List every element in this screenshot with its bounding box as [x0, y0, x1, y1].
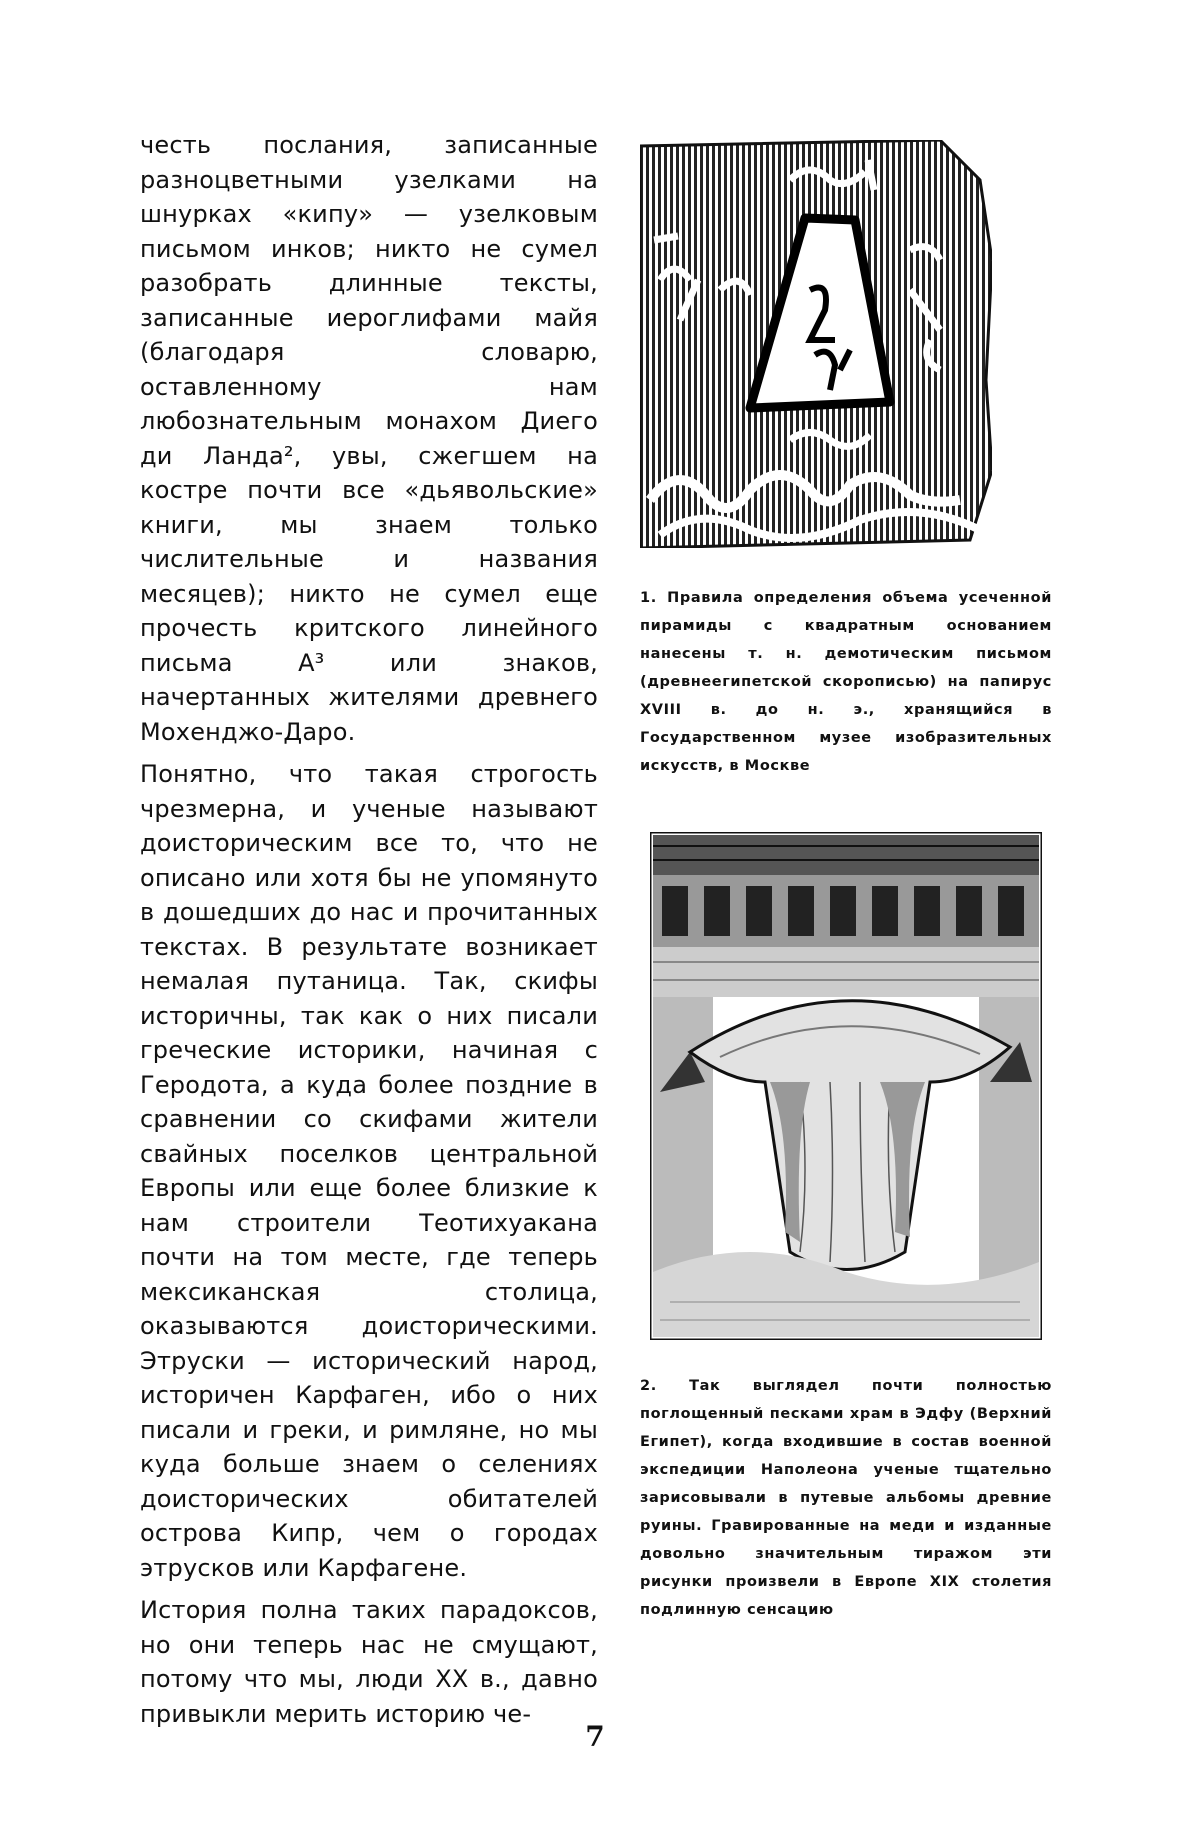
figure-2-caption: 2. Так выглядел почти полностью поглощенный песками храм в Эдфу (Верхний Египет), когда входившие в состав военной экспедиции Наполеона ученые тщательно зарисовывали в путевые альбомы древние руины. Гравированные на меди и изданные довольно значительным тиражом эти рисунки произвели в Европе XIX столетия подлинную сенсацию — [640, 1378, 1052, 1618]
paragraph-2: Понятно, что такая строгость чрезмерна, и ученые называют доисторическим все то, что не описано или хотя бы не упомянуто в дошедших до нас и прочитанных текстах. В результате возникает немалая путаница. Так, скифы историчны, так как о них писали греческие историки, начиная с Геродота, а куда более поздние в сравнении со скифами жители свайных поселков центральной Европы или еще более близкие к нам строители Теотихуакана почти на том месте, где теперь мексиканская столица, оказываются доисторическими. Этруски — исторический народ, историчен Карфаген, ибо о них писали и греки, и римляне, но мы куда больше знаем о селениях доисторических обитателей острова Кипр, чем о городах этрусков или Карфагене. — [140, 760, 598, 1582]
page-number: 7 — [585, 1720, 605, 1753]
edfu-temple-figure — [650, 832, 1042, 1340]
papyrus-illustration — [640, 140, 992, 548]
figure-1-caption: 1. Правила определения объема усеченной пирамиды с квадратным основанием нанесены т. н. демотическим письмом (древнеегипетской скорописью) на папирус XVIII в. до н. э., хранящийся в Государственном музее изобразительных искусств, в Москве — [640, 590, 1052, 774]
paragraph-3: История полна таких парадоксов, но они теперь нас не смущают, потому что мы, люди XX в., давно привыкли мерить историю че- — [140, 1596, 598, 1728]
papyrus-figure — [640, 140, 992, 548]
main-text-column — [140, 128, 598, 1739]
edfu-temple-engraving — [650, 832, 1042, 1340]
paragraph-1: честь послания, записанные разноцветными узелками на шнурках «кипу» — узелковым письмом инков; никто не сумел разобрать длинные тексты, записанные иероглифами майя (благодаря словарю, оставленному нам любознательным монахом Диего ди Ланда², увы, сжегшем на костре почти все «дьявольские» книги, мы знаем только числительные и названия месяцев); никто не сумел еще прочесть критского линейного письма А³ или знаков, начертанных жителями древнего Мохенджо-Даро. — [140, 131, 598, 746]
